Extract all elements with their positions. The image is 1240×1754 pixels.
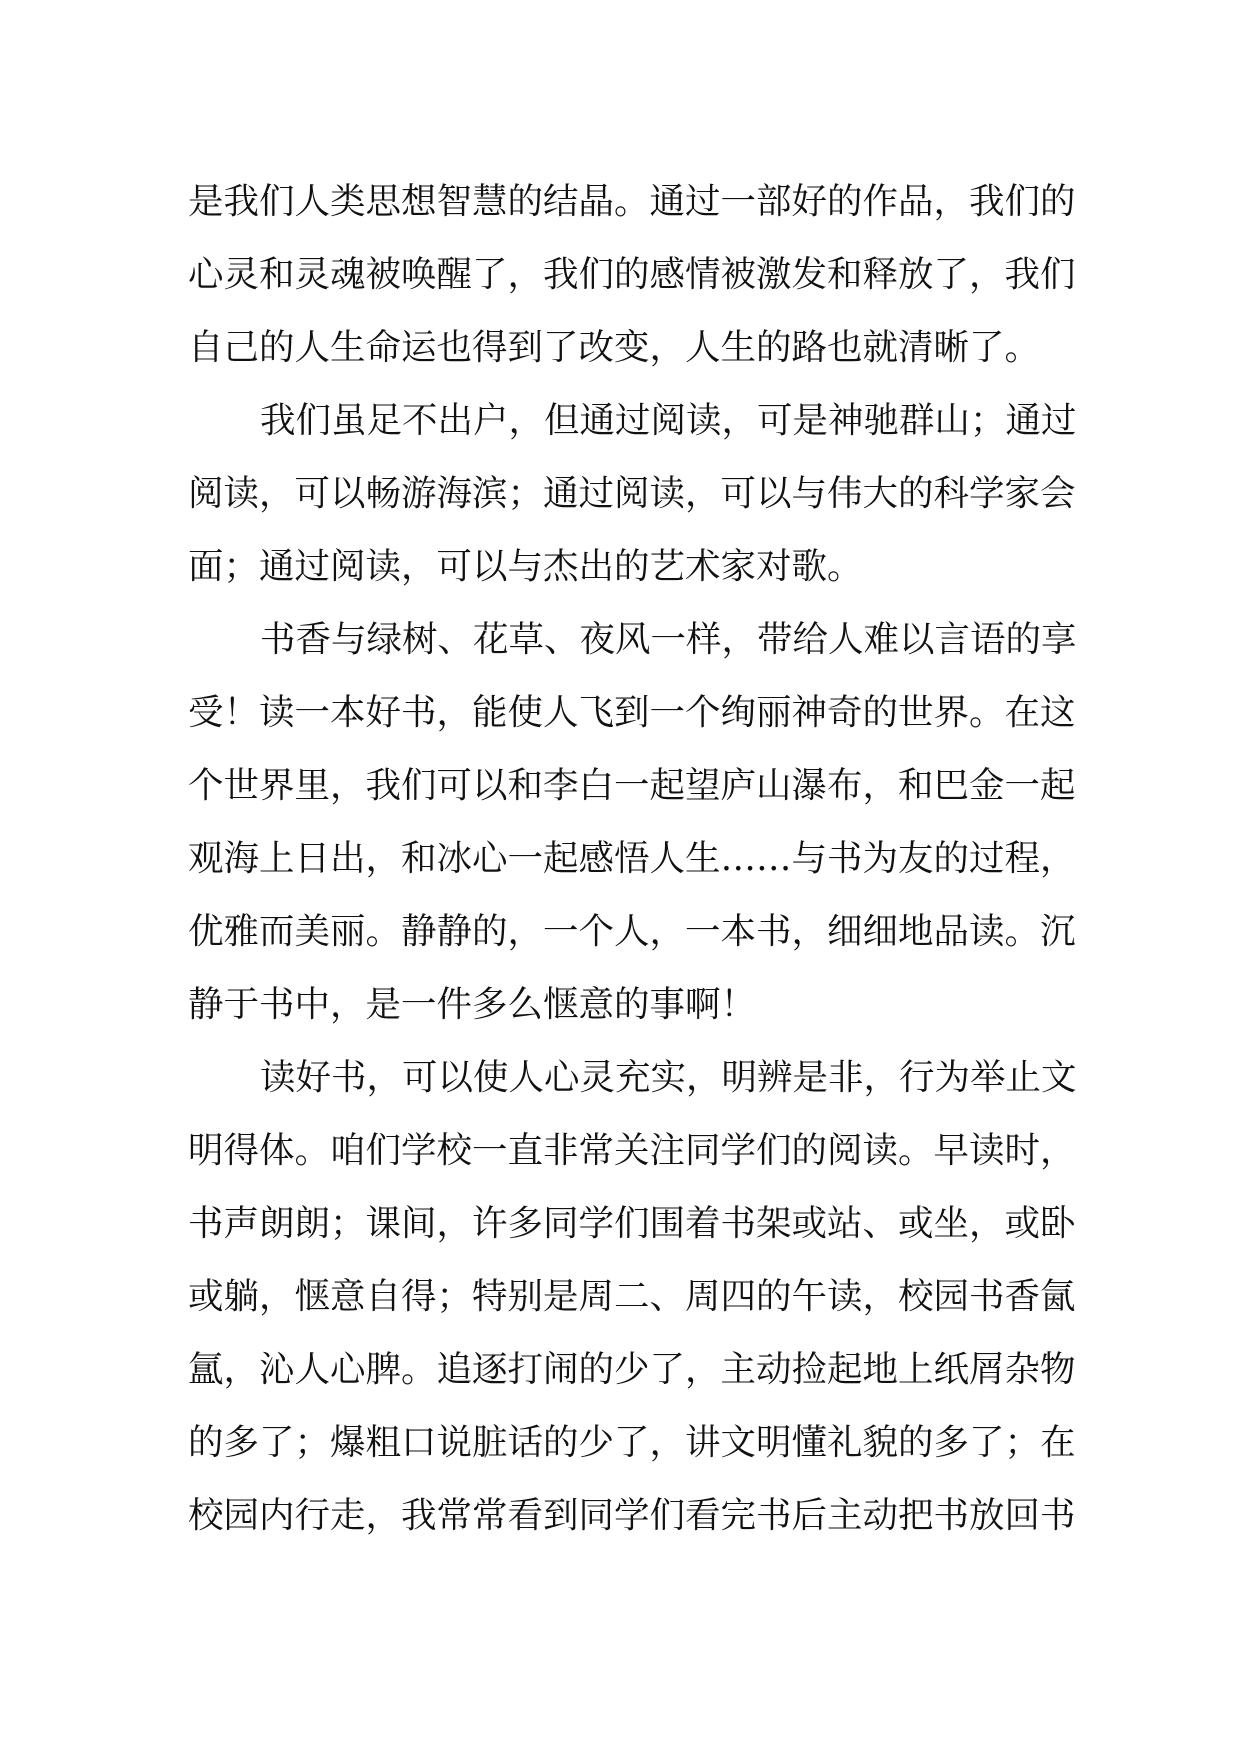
- text-line: 个世界里，我们可以和李白一起望庐山瀑布，和巴金一起: [188, 765, 1076, 806]
- text-line: 是我们人类思想智慧的结晶。通过一部好的作品，我们的: [188, 181, 1076, 222]
- text-line: 优雅而美丽。静静的，一个人，一本书，细细地品读。沉: [188, 911, 1076, 952]
- text-line: 自己的人生命运也得到了改变，人生的路也就清晰了。: [188, 327, 1041, 368]
- text-line: 观海上日出，和冰心一起感悟人生……与书为友的过程，: [188, 838, 1076, 879]
- text-line: 我们虽足不出户，但通过阅读，可是神驰群山；通过: [260, 400, 1077, 441]
- text-line: 书声朗朗；课间，许多同学们围着书架或站、或坐，或卧: [188, 1203, 1076, 1244]
- text-line: 读好书，可以使人心灵充实，明辨是非，行为举止文: [260, 1057, 1077, 1098]
- text-line: 明得体。咱们学校一直非常关注同学们的阅读。早读时，: [188, 1130, 1076, 1171]
- text-line: 面；通过阅读，可以与杰出的艺术家对歌。: [188, 546, 863, 587]
- text-line: 阅读，可以畅游海滨；通过阅读，可以与伟大的科学家会: [188, 473, 1076, 514]
- text-line: 的多了；爆粗口说脏话的少了，讲文明懂礼貌的多了；在: [188, 1422, 1076, 1463]
- body-text: [188, 165, 1077, 1552]
- text-line: 受！读一本好书，能使人飞到一个绚丽神奇的世界。在这: [188, 692, 1076, 733]
- text-line: 或躺，惬意自得；特别是周二、周四的午读，校园书香氤: [188, 1276, 1076, 1317]
- text-line: 心灵和灵魂被唤醒了，我们的感情被激发和释放了，我们: [188, 254, 1076, 295]
- text-line: 校园内行走，我常常看到同学们看完书后主动把书放回书: [188, 1495, 1076, 1536]
- text-line: 氲，沁人心脾。追逐打闹的少了，主动捡起地上纸屑杂物: [188, 1349, 1076, 1390]
- text-line: 静于书中，是一件多么惬意的事啊！: [188, 984, 757, 1025]
- text-line: 书香与绿树、花草、夜风一样，带给人难以言语的享: [260, 619, 1077, 660]
